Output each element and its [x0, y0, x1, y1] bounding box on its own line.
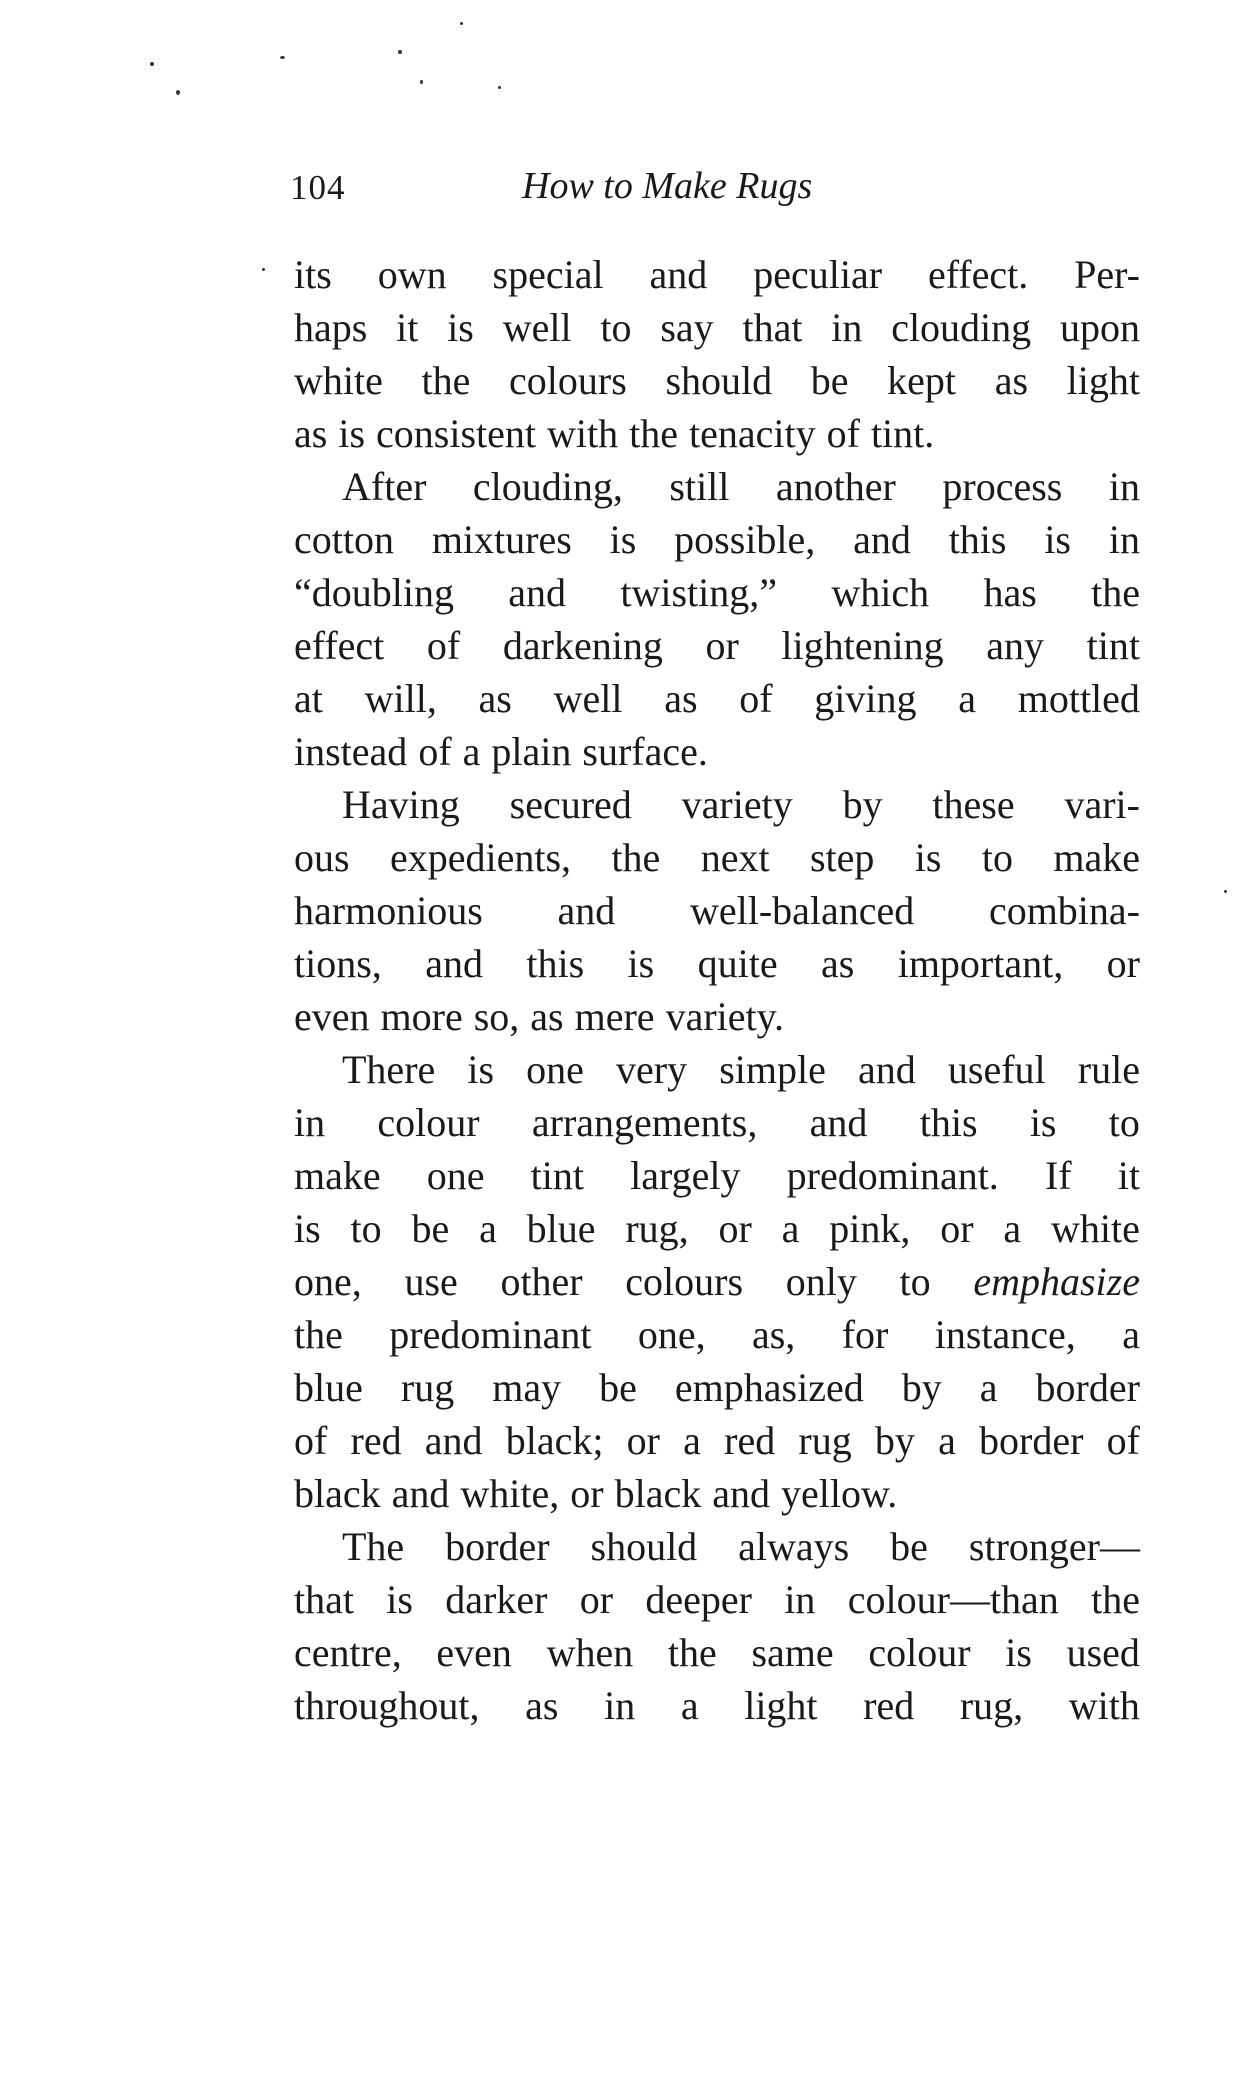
word: the: [1091, 1577, 1140, 1622]
word: to: [899, 1259, 931, 1304]
word: surface.: [582, 729, 708, 774]
text-line: [294, 619, 1140, 672]
word: a: [1122, 1312, 1140, 1357]
word: white: [1050, 1206, 1140, 1251]
word: colours: [509, 358, 627, 403]
word: a: [680, 1683, 699, 1728]
text-line: [294, 1096, 1140, 1149]
word: tint: [530, 1153, 585, 1198]
word: and: [425, 941, 483, 986]
word: in: [294, 1100, 326, 1145]
word: giving: [814, 676, 917, 721]
word: by: [874, 1418, 915, 1463]
word: even: [294, 994, 370, 1039]
word: and: [424, 1418, 483, 1463]
word: this: [919, 1100, 978, 1145]
print-speck: [398, 50, 402, 54]
word: mixtures: [431, 517, 572, 562]
word: and: [858, 1047, 916, 1092]
word: as: [525, 1683, 559, 1728]
word: in: [831, 305, 863, 350]
word: haps: [294, 305, 368, 350]
word: is: [467, 1047, 495, 1092]
word: blue: [526, 1206, 596, 1251]
word: or: [940, 1206, 974, 1251]
text-line: [294, 1308, 1140, 1361]
word: one: [526, 1047, 584, 1092]
word: plain: [491, 729, 572, 774]
word: border: [979, 1418, 1084, 1463]
text-line: [294, 1149, 1140, 1202]
word: of: [1106, 1418, 1140, 1463]
word: another: [775, 464, 896, 509]
text-line: [294, 1202, 1140, 1255]
text-line: [294, 1520, 1140, 1573]
text-line: [294, 778, 1140, 831]
word: rule: [1077, 1047, 1140, 1092]
word: rug: [400, 1365, 455, 1410]
word: useful: [947, 1047, 1046, 1092]
word: effect.: [927, 252, 1029, 297]
word: and: [712, 1471, 770, 1516]
word: colour: [377, 1100, 480, 1145]
word: any: [986, 623, 1045, 668]
word: a: [462, 729, 481, 774]
text-line: [294, 1255, 1140, 1308]
word: throughout,: [294, 1683, 480, 1728]
word: should: [665, 358, 773, 403]
word: the: [667, 1630, 717, 1675]
word: There: [342, 1047, 436, 1092]
word: by: [901, 1365, 942, 1410]
text-line: [294, 1361, 1140, 1414]
word: for: [841, 1312, 889, 1357]
word: clouding,: [472, 464, 623, 509]
text-line: [294, 1626, 1140, 1679]
word: colour—than: [847, 1577, 1059, 1622]
word: as: [478, 676, 512, 721]
word: is: [294, 1206, 321, 1251]
word: white: [294, 358, 383, 403]
word: is: [447, 305, 474, 350]
body-text: [294, 248, 1140, 1732]
word: variety.: [665, 994, 785, 1039]
text-line: [294, 1043, 1140, 1096]
word: stronger—: [968, 1524, 1140, 1569]
word: border: [445, 1524, 550, 1569]
word: a: [683, 1418, 701, 1463]
page-header: [290, 160, 1140, 220]
word: is: [338, 411, 366, 456]
word: red: [863, 1683, 915, 1728]
word: predominant: [389, 1312, 592, 1357]
word: in: [604, 1683, 636, 1728]
word: of: [294, 1418, 328, 1463]
word: make: [1053, 835, 1140, 880]
word: be: [411, 1206, 450, 1251]
word: a: [938, 1418, 956, 1463]
word: or: [1106, 941, 1140, 986]
word: combina-: [988, 888, 1140, 933]
word: pink,: [829, 1206, 911, 1251]
word: black: [614, 1471, 702, 1516]
word: as: [994, 358, 1029, 403]
word: consistent: [376, 411, 536, 456]
text-line: [294, 354, 1140, 407]
text-line: [294, 566, 1140, 619]
word: possible,: [674, 517, 816, 562]
word: to: [350, 1206, 382, 1251]
word: light: [1066, 358, 1140, 403]
print-speck: [176, 90, 180, 95]
word: one: [426, 1153, 485, 1198]
word: a: [1003, 1206, 1022, 1251]
word: twisting,”: [620, 570, 778, 615]
word: emphasize: [973, 1259, 1140, 1304]
word: its: [294, 252, 332, 297]
word: these: [932, 782, 1015, 827]
text-line: [294, 884, 1140, 937]
word: as: [294, 411, 328, 456]
word: of: [739, 676, 773, 721]
word: always: [738, 1524, 850, 1569]
word: light: [744, 1683, 818, 1728]
word: as: [530, 994, 564, 1039]
text-line: [294, 407, 1140, 460]
word: well-balanced: [689, 888, 915, 933]
word: own: [377, 252, 447, 297]
word: as: [664, 676, 698, 721]
word: “doubling: [294, 570, 454, 615]
word: to: [981, 835, 1013, 880]
word: by: [842, 782, 883, 827]
word: mere: [574, 994, 655, 1039]
word: only: [785, 1259, 857, 1304]
word: is: [914, 835, 942, 880]
word: step: [809, 835, 875, 880]
word: The: [342, 1524, 405, 1569]
word: is: [609, 517, 637, 562]
word: of: [418, 729, 452, 774]
word: still: [669, 464, 730, 509]
word: upon: [1059, 305, 1140, 350]
word: kept: [887, 358, 957, 403]
word: use: [404, 1259, 458, 1304]
word: darker: [445, 1577, 548, 1622]
print-speck: [280, 56, 285, 59]
word: be: [599, 1365, 637, 1410]
word: lightening: [781, 623, 944, 668]
word: black: [294, 1471, 381, 1516]
word: peculiar: [753, 252, 883, 297]
word: yellow.: [780, 1471, 898, 1516]
word: or: [626, 1418, 660, 1463]
word: rug,: [625, 1206, 689, 1251]
text-line: [294, 725, 1140, 778]
word: as,: [751, 1312, 796, 1357]
word: or: [579, 1577, 614, 1622]
word: centre,: [294, 1630, 402, 1675]
word: say: [660, 305, 714, 350]
word: with: [1068, 1683, 1140, 1728]
word: and: [557, 888, 616, 933]
word: red: [350, 1418, 402, 1463]
word: a: [979, 1365, 998, 1410]
word: next: [700, 835, 770, 880]
word: simple: [719, 1047, 826, 1092]
word: tenacity: [689, 411, 816, 456]
word: it: [396, 305, 419, 350]
word: is: [627, 941, 655, 986]
word: mottled: [1017, 676, 1140, 721]
word: largely: [630, 1153, 741, 1198]
word: well: [502, 305, 572, 350]
word: the: [611, 835, 661, 880]
word: and: [853, 517, 911, 562]
word: tint: [1086, 623, 1140, 668]
word: as: [820, 941, 855, 986]
word: rug,: [959, 1683, 1024, 1728]
print-speck: [460, 22, 463, 25]
word: a: [781, 1206, 800, 1251]
word: so,: [473, 994, 520, 1039]
word: a: [479, 1206, 497, 1251]
word: variety: [681, 782, 793, 827]
text-line: [294, 1679, 1140, 1732]
word: will,: [364, 676, 437, 721]
word: or: [718, 1206, 752, 1251]
word: the: [1091, 570, 1140, 615]
word: Per-: [1074, 252, 1140, 297]
word: black;: [505, 1418, 604, 1463]
word: to: [600, 305, 632, 350]
word: and: [649, 252, 708, 297]
word: the: [629, 411, 678, 456]
text-line: [294, 672, 1140, 725]
word: of: [426, 623, 461, 668]
word: same: [751, 1630, 834, 1675]
word: well: [553, 676, 623, 721]
word: at: [294, 676, 323, 721]
word: of: [826, 411, 860, 456]
word: red: [724, 1418, 776, 1463]
word: is: [1005, 1630, 1032, 1675]
word: colours: [625, 1259, 744, 1304]
word: is: [1029, 1100, 1057, 1145]
word: to: [1108, 1100, 1140, 1145]
word: be: [810, 358, 849, 403]
word: quite: [697, 941, 778, 986]
word: effect: [294, 623, 385, 668]
word: more: [380, 994, 463, 1039]
word: this: [948, 517, 1007, 562]
word: process: [942, 464, 1063, 509]
word: in: [1108, 517, 1140, 562]
text-line: [294, 248, 1140, 301]
word: one,: [294, 1259, 362, 1304]
word: it: [1117, 1153, 1140, 1198]
word: arrangements,: [531, 1100, 758, 1145]
word: white,: [460, 1471, 560, 1516]
print-speck: [420, 80, 423, 84]
word: or: [570, 1471, 604, 1516]
word: blue: [294, 1365, 363, 1410]
word: in: [1108, 464, 1140, 509]
word: in: [784, 1577, 816, 1622]
word: is: [1044, 517, 1071, 562]
word: that: [294, 1577, 354, 1622]
text-line: [294, 1467, 1140, 1520]
word: expedients,: [389, 835, 572, 880]
word: rug: [798, 1418, 852, 1463]
word: or: [705, 623, 739, 668]
word: instance,: [934, 1312, 1076, 1357]
word: very: [616, 1047, 688, 1092]
text-line: [294, 513, 1140, 566]
word: that: [742, 305, 803, 350]
word: the: [294, 1312, 343, 1357]
running-head: How to Make Rugs: [522, 165, 813, 207]
word: and: [508, 570, 567, 615]
text-line: [294, 301, 1140, 354]
word: emphasized: [674, 1365, 864, 1410]
word: the: [421, 358, 471, 403]
text-line: [294, 460, 1140, 513]
print-speck: [1224, 890, 1227, 893]
word: and: [809, 1100, 868, 1145]
word: may: [492, 1365, 562, 1410]
text-line: [294, 1573, 1140, 1626]
print-speck: [262, 268, 265, 271]
word: harmonious: [294, 888, 483, 933]
word: clouding: [891, 305, 1032, 350]
word: Having: [342, 782, 460, 827]
word: even: [436, 1630, 512, 1675]
word: tint.: [870, 411, 935, 456]
word: be: [890, 1524, 928, 1569]
word: special: [492, 252, 604, 297]
text-line: [294, 990, 1140, 1043]
print-speck: [498, 86, 501, 89]
word: which: [831, 570, 930, 615]
text-line: [294, 831, 1140, 884]
word: deeper: [645, 1577, 752, 1622]
word: make: [294, 1153, 381, 1198]
word: important,: [897, 941, 1064, 986]
word: should: [590, 1524, 698, 1569]
word: with: [547, 411, 619, 456]
word: is: [386, 1577, 413, 1622]
page-number: 104: [290, 168, 346, 207]
word: predominant.: [786, 1153, 999, 1198]
word: one,: [637, 1312, 706, 1357]
word: If: [1044, 1153, 1072, 1198]
word: and: [391, 1471, 450, 1516]
word: darkening: [502, 623, 663, 668]
word: this: [526, 941, 585, 986]
text-line: [294, 1414, 1140, 1467]
word: vari-: [1064, 782, 1140, 827]
word: cotton: [294, 517, 394, 562]
word: has: [983, 570, 1037, 615]
print-speck: [150, 62, 154, 66]
word: tions,: [294, 941, 382, 986]
word: ous: [294, 835, 350, 880]
word: other: [500, 1259, 583, 1304]
text-line: [294, 937, 1140, 990]
word: a: [958, 676, 976, 721]
word: border: [1035, 1365, 1140, 1410]
word: instead: [294, 729, 408, 774]
word: secured: [509, 782, 632, 827]
word: After: [342, 464, 427, 509]
word: when: [546, 1630, 634, 1675]
word: used: [1066, 1630, 1140, 1675]
word: colour: [868, 1630, 971, 1675]
